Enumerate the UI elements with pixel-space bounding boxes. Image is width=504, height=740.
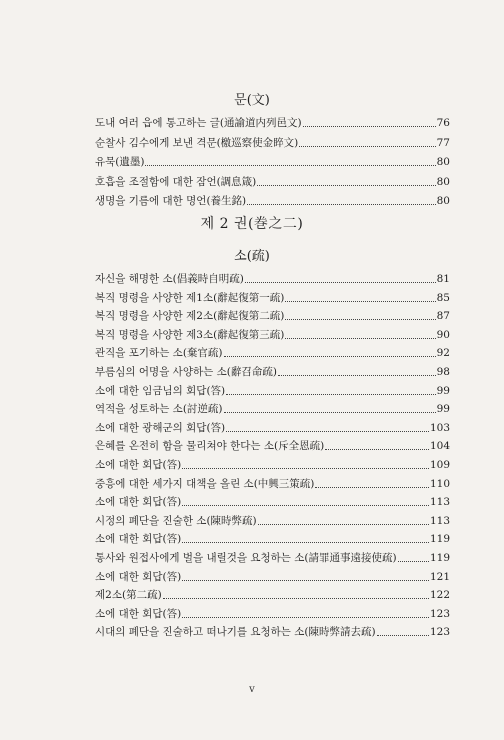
- dot-leader: [247, 204, 435, 205]
- dot-leader: [163, 598, 429, 599]
- section-heading-so: 소(疏): [234, 249, 270, 264]
- toc-entry-title: 소에 대한 회답(答): [95, 570, 182, 583]
- section-heading-mun: 문(文): [234, 93, 270, 108]
- toc-entry[interactable]: [95, 570, 450, 584]
- toc-entry[interactable]: [95, 458, 450, 472]
- toc-entry-page: 87: [436, 310, 450, 323]
- toc-entry-title: 역적을 성토하는 소(討逆疏): [95, 403, 223, 416]
- toc-entry-page: 109: [429, 459, 450, 471]
- toc-entry[interactable]: [95, 588, 450, 602]
- toc-entry[interactable]: [95, 328, 450, 342]
- dot-leader: [278, 375, 436, 376]
- toc-entry[interactable]: [95, 477, 450, 491]
- toc-entry-page: 80: [436, 156, 450, 168]
- toc-entry-title: 시정의 폐단을 진술한 소(陳時弊疏): [95, 514, 257, 527]
- toc-entry-title: 제2소(第二疏): [95, 589, 162, 602]
- toc-entry[interactable]: [95, 291, 450, 305]
- toc-entry-title: 복직 명령을 사양한 제1소(辭起復第一疏): [95, 291, 285, 304]
- toc-entry-page: 81: [436, 273, 450, 285]
- toc-entry-title: 호흡을 조절함에 대한 잠언(調息箴): [95, 175, 257, 188]
- dot-leader: [182, 468, 429, 469]
- dot-leader: [285, 338, 435, 339]
- toc-entry-title: 복직 명령을 사양한 제3소(辭起復第三疏): [95, 328, 285, 341]
- toc-entry-title: 유묵(遺墨): [95, 156, 145, 168]
- toc-entry-page: 119: [429, 552, 450, 564]
- toc-entry-page: 80: [436, 195, 450, 207]
- toc-entry-page: 99: [436, 403, 450, 416]
- toc-entry[interactable]: [95, 514, 450, 528]
- toc-entry-title: 관직을 포기하는 소(棄官疏): [95, 347, 223, 360]
- toc-entry-page: 113: [429, 496, 450, 509]
- toc-entry-title: 은혜를 온전히 함을 물리쳐야 한다는 소(斥全恩疏): [95, 440, 325, 453]
- dot-leader: [226, 431, 429, 432]
- toc-entry[interactable]: [95, 495, 450, 509]
- toc-entry-page: 121: [429, 570, 450, 583]
- dot-leader: [224, 412, 436, 413]
- dot-leader: [299, 146, 435, 147]
- toc-entry-page: 80: [436, 175, 450, 188]
- toc-entry[interactable]: [95, 365, 450, 379]
- toc-entry[interactable]: [95, 607, 450, 621]
- toc-entry[interactable]: [95, 625, 450, 639]
- toc-entry-title: 도내 여러 읍에 통고하는 글(通諭道内列邑文): [95, 117, 302, 129]
- toc-entry[interactable]: [95, 272, 450, 286]
- toc-entry-title: 통사와 원접사에게 벌을 내릴것을 요청하는 소(請罪通事遠接使疏): [95, 552, 397, 564]
- dot-leader: [285, 319, 435, 320]
- toc-entry[interactable]: [95, 309, 450, 323]
- toc-entry-page: 90: [436, 328, 450, 341]
- toc-entry-title: 부름심의 어명을 사양하는 소(辭召命疏): [95, 366, 277, 378]
- toc-entry-title: 시대의 폐단을 진술하고 떠나기를 요청하는 소(陳時弊請去疏): [95, 626, 376, 639]
- toc-entry-page: 113: [429, 514, 450, 527]
- toc-entry[interactable]: [95, 155, 450, 169]
- toc-entry[interactable]: [95, 136, 450, 150]
- dot-leader: [258, 524, 429, 525]
- dot-leader: [398, 561, 429, 562]
- toc-entry[interactable]: [95, 384, 450, 398]
- dot-leader: [315, 487, 429, 488]
- toc-entry-page: 77: [436, 136, 450, 149]
- toc-entry[interactable]: [95, 532, 450, 546]
- toc-entry-page: 92: [436, 347, 450, 360]
- toc-entry-title: 중흥에 대한 세가지 대책을 올린 소(中興三策疏): [95, 477, 315, 490]
- toc-entry[interactable]: [95, 421, 450, 435]
- toc-entry-page: 110: [429, 477, 450, 490]
- toc-entry-title: 소에 대한 회답(答): [95, 607, 182, 620]
- dot-leader: [182, 617, 429, 618]
- toc-entry[interactable]: [95, 402, 450, 416]
- toc-entry-page: 103: [429, 421, 450, 434]
- toc-entry[interactable]: [95, 346, 450, 360]
- toc-entry-page: 123: [429, 607, 450, 620]
- dot-leader: [182, 542, 429, 543]
- volume-heading: 제 2 권(巻之二): [200, 216, 304, 232]
- toc-entry[interactable]: [95, 439, 450, 453]
- toc-entry-page: 104: [429, 440, 450, 453]
- dot-leader: [303, 126, 436, 127]
- toc-entry[interactable]: [95, 175, 450, 189]
- toc-entry-title: 소에 대한 임금님의 회답(答): [95, 384, 226, 397]
- toc-entry-title: 순찰사 김수에게 보낸 격문(檄巡察使金睟文): [95, 136, 299, 149]
- dot-leader: [285, 301, 435, 302]
- toc-entry-page: 119: [429, 533, 450, 546]
- dot-leader: [224, 356, 436, 357]
- toc-entry-title: 소에 대한 광해군의 회답(答): [95, 421, 226, 434]
- toc-entry-page: 122: [429, 589, 450, 602]
- dot-leader: [377, 635, 429, 636]
- dot-leader: [182, 505, 429, 506]
- toc-entry-title: 복직 명령을 사양한 제2소(辭起復第二疏): [95, 310, 285, 323]
- dot-leader: [245, 282, 436, 283]
- toc-entry-page: 123: [429, 626, 450, 639]
- toc-entry-page: 99: [436, 384, 450, 397]
- dot-leader: [182, 580, 429, 581]
- dot-leader: [257, 185, 435, 186]
- toc-entry-page: 98: [436, 366, 450, 378]
- toc-entry-title: 자신을 해명한 소(倡義時自明疏): [95, 273, 244, 285]
- toc-entry-title: 소에 대한 회답(答): [95, 459, 182, 471]
- toc-entry-title: 소에 대한 회답(答): [95, 496, 182, 509]
- toc-entry-title: 생명을 기름에 대한 명언(養生銘): [95, 195, 247, 207]
- dot-leader: [325, 449, 429, 450]
- toc-entry-title: 소에 대한 회답(答): [95, 533, 182, 546]
- toc-entry-page: 76: [436, 117, 450, 129]
- toc-entry[interactable]: [95, 116, 450, 130]
- dot-leader: [145, 165, 435, 166]
- toc-entry-page: 85: [436, 291, 450, 304]
- page-number: v: [249, 684, 255, 695]
- dot-leader: [226, 394, 435, 395]
- toc-entry[interactable]: [95, 551, 450, 565]
- toc-entry[interactable]: [95, 194, 450, 208]
